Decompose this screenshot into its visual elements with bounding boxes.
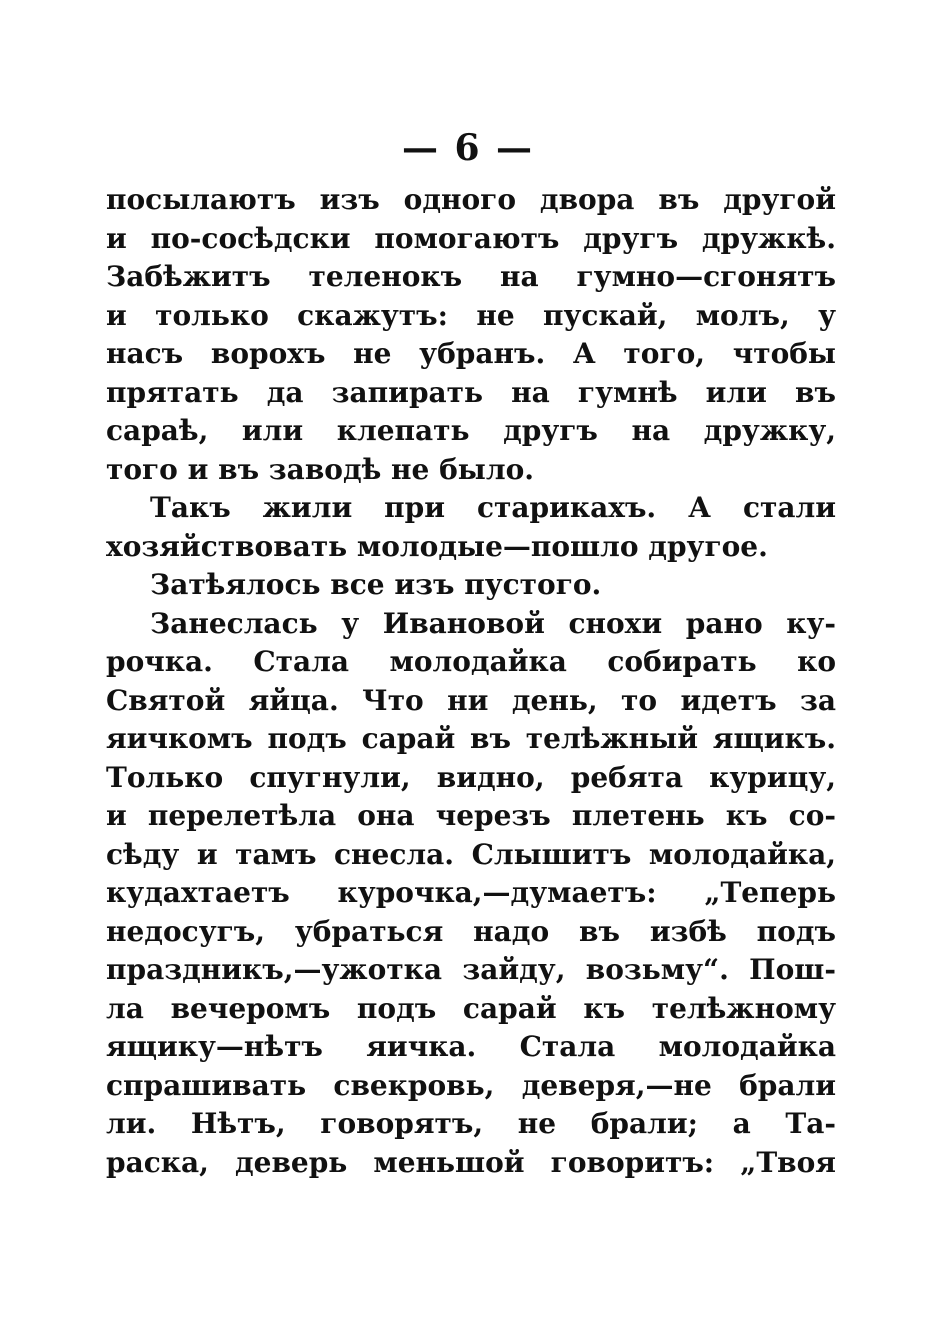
text-line: хозяйствовать молодые—пошло другое. <box>106 529 768 563</box>
text-line: и по-сосѣдски помогаютъ другъ дружкѣ. <box>106 221 836 255</box>
text-line: недосугъ, убраться надо въ избѣ подъ <box>106 914 836 948</box>
text-line: Святой яйца. Что ни день, то идетъ за <box>106 683 836 717</box>
text-line: того и въ заводѣ не было. <box>106 452 535 486</box>
text-line: яичкомъ подъ сарай въ телѣжный ящикъ. <box>106 722 836 755</box>
text-line: и только скажутъ: не пускай, молъ, у <box>106 298 836 332</box>
text-line: посылаютъ изъ одного двора въ другой <box>106 183 836 216</box>
text-line: раска, деверь меньшой говоритъ: „Твоя <box>106 1145 836 1179</box>
text-line: прятать да запирать на гумнѣ или въ <box>106 375 836 409</box>
text-line: и перелетѣла она черезъ плетень къ со- <box>106 799 836 832</box>
text-line: рочка. Стала молодайка собирать ко <box>106 645 836 678</box>
paragraph-start-line: Затѣялось все изъ пустого. <box>150 568 602 601</box>
text-line: ла вечеромъ подъ сарай къ телѣжному <box>106 991 836 1025</box>
text-line: насъ ворохъ не убранъ. А того, чтобы <box>106 337 836 370</box>
text-line: Забѣжитъ теленокъ на гумно—сгонятъ <box>106 260 836 293</box>
text-line: спрашивать свекровь, деверя,—не брали <box>106 1068 836 1102</box>
paragraph-start-line: Такъ жили при старикахъ. А стали <box>150 491 836 524</box>
text-line: праздникъ,—ужотка зайду, возьму“. Пош- <box>106 953 836 986</box>
text-line: кудахтаетъ курочка,—думаетъ: „Теперь <box>106 876 836 909</box>
page-number: — 6 — <box>401 127 535 169</box>
text-line: сараѣ, или клепать другъ на дружку, <box>106 414 836 447</box>
text-line: ли. Нѣтъ, говорятъ, не брали; а Та- <box>106 1107 836 1140</box>
text-line: сѣду и тамъ снесла. Слышитъ молодайка, <box>106 837 836 871</box>
paragraph-start-line: Занеслась у Ивановой снохи рано ку- <box>150 606 836 640</box>
text-line: ящику—нѣтъ яичка. Стала молодайка <box>106 1030 836 1063</box>
body-text <box>106 181 836 1182</box>
text-line: Только спугнули, видно, ребята курицу, <box>106 760 836 794</box>
